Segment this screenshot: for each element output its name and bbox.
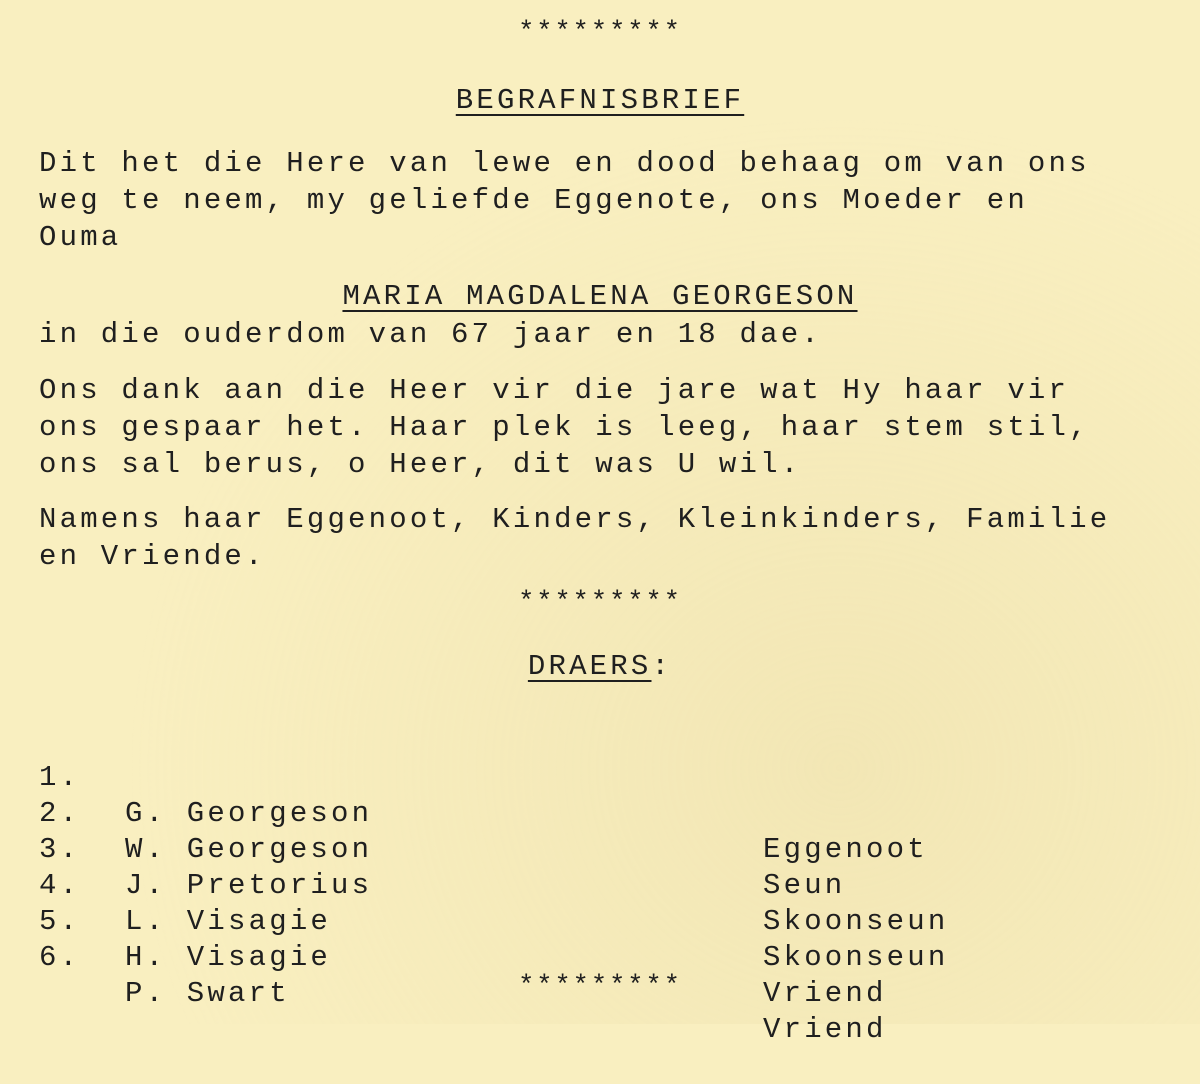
separator-top: ********* (518, 18, 682, 48)
separator-middle: ********* (518, 588, 682, 618)
page-title-text: BEGRAFNISBRIEF (455, 84, 745, 117)
bearer-name: W. Georgeson (125, 833, 373, 866)
intro-line: Ouma (39, 221, 122, 254)
age-line: in die ouderdom van 67 jaar en 18 dae. (39, 318, 822, 351)
bearers-heading-text: DRAERS (527, 650, 652, 683)
behalf-line: Namens haar Eggenoot, Kinders, Kleinkinders, Familie (39, 503, 1111, 536)
bearer-number: 1. (39, 761, 81, 794)
thanks-line: ons gespaar het. Haar plek is leeg, haar stem stil, (39, 411, 1090, 444)
deceased-name (0, 280, 1200, 313)
intro-paragraph (39, 145, 1189, 256)
bearer-name: J. Pretorius (125, 869, 373, 902)
bearer-relation: Seun (763, 869, 846, 902)
bearers-heading (0, 650, 1200, 683)
bearer-name: G. Georgeson (125, 797, 373, 830)
bearer-number: 3. (39, 833, 81, 866)
behalf-paragraph (39, 501, 1189, 575)
page-title (0, 84, 1200, 117)
separator-bottom: ********* (518, 972, 682, 1002)
bearers-heading-colon: : (651, 650, 673, 683)
bearer-relation: Vriend (763, 1013, 887, 1046)
thanks-line: ons sal berus, o Heer, dit was U wil. (39, 448, 802, 481)
bearer-name: H. Visagie (125, 941, 332, 974)
bearer-number: 6. (39, 941, 81, 974)
bearer-relation: Skoonseun (763, 905, 949, 938)
bearer-name: P. Swart (125, 977, 290, 1010)
bearer-relation: Eggenoot (763, 833, 928, 866)
bearer-name: L. Visagie (125, 905, 332, 938)
bearers-list (39, 724, 1189, 1046)
thanks-paragraph (39, 372, 1189, 483)
behalf-line: en Vriende. (39, 540, 266, 573)
bearer-number: 2. (39, 797, 81, 830)
bearer-relation: Vriend (763, 977, 887, 1010)
thanks-line: Ons dank aan die Heer vir die jare wat Hy haar vir (39, 374, 1070, 407)
bearer-number: 4. (39, 869, 81, 902)
bearer-relation: Skoonseun (763, 941, 949, 974)
deceased-name-text: MARIA MAGDALENA GEORGESON (342, 280, 858, 313)
intro-line: Dit het die Here van lewe en dood behaag om van ons (39, 147, 1090, 180)
bearer-number: 5. (39, 905, 81, 938)
intro-line: weg te neem, my geliefde Eggenote, ons Moeder en (39, 184, 1028, 217)
